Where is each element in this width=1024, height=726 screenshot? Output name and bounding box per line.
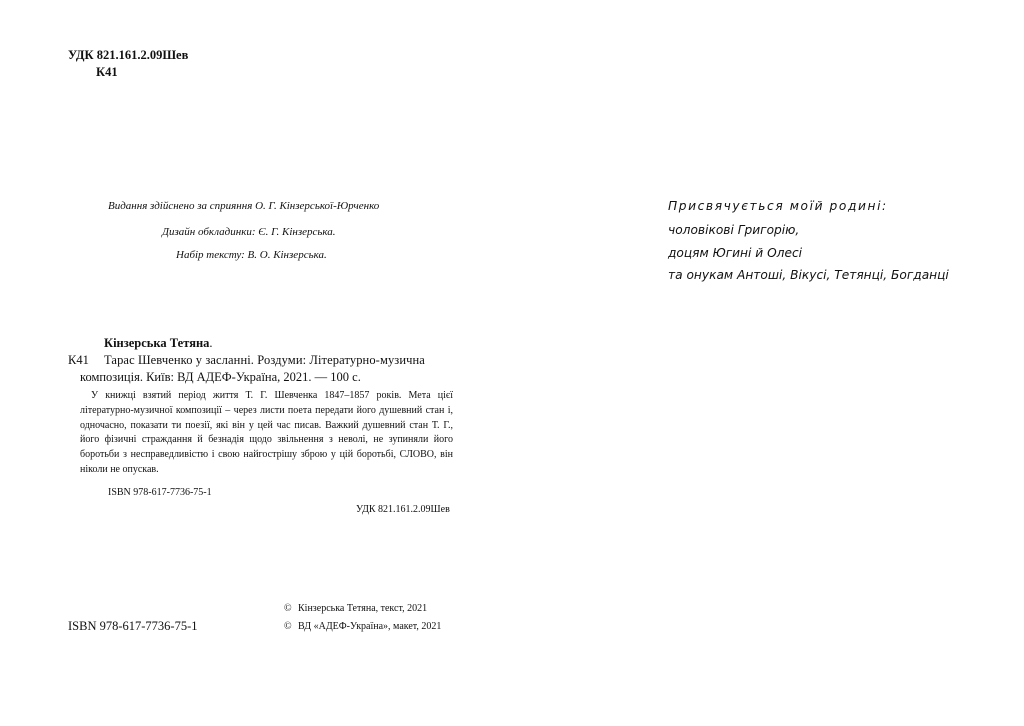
dedication-line: та онукам Антоші, Вікусі, Тетянці, Богданці: [668, 268, 949, 282]
cover-design-credit: Дизайн обкладинки: Є. Г. Кінзерська.: [162, 226, 336, 238]
copyright-text: [284, 603, 427, 615]
copyright-symbol: ©: [284, 603, 292, 614]
catalog-title-line-1: Тарас Шевченко у засланні. Роздуми: Літературно-музична: [104, 353, 425, 367]
author-suffix: .: [209, 336, 213, 350]
dedication-line: чоловікові Григорію,: [668, 223, 800, 237]
catalog-udk: УДК 821.161.2.09Шев: [356, 504, 450, 515]
dedication-heading: Присвячується моїй родині:: [668, 199, 888, 213]
copyright-layout: [284, 621, 441, 633]
copyright-layout-label: ВД «АДЕФ-Україна», макет, 2021: [298, 621, 442, 632]
catalog-index: К41: [68, 353, 89, 367]
footer-isbn: ISBN 978-617-7736-75-1: [68, 619, 198, 633]
typesetting-credit: Набір тексту: В. О. Кінзерська.: [176, 249, 327, 261]
bbk-index: К41: [96, 65, 118, 79]
copyright-symbol: ©: [284, 621, 292, 632]
publication-sponsor: Видання здійснено за сприяння О. Г. Кінзерської-Юрченко: [108, 200, 380, 212]
catalog-title-line-2: композиція. Київ: ВД АДЕФ-Україна, 2021. — 100 с.: [80, 370, 361, 384]
udk-code: УДК 821.161.2.09Шев: [68, 48, 189, 62]
author-name: Кінзерська Тетяна: [104, 336, 210, 350]
catalog-annotation: У книжці взятий період життя Т. Г. Шевченка 1847–1857 років. Мета цієї літературно-музичної композиції – через листи поета передати його душевний стан і, одночасно, показати ти поезії, які він у цей час писав. Важкий душевний стан Т. Г., його фізичні страждання й безнадія щодо звільнення з неволі, не зупиняли його боротьби з несправедливістю і свою найгострішу зброю у цій боротьбі, СЛОВО, він ніколи не опускав.: [80, 390, 453, 475]
catalog-isbn: ISBN 978-617-7736-75-1: [108, 487, 212, 498]
copyright-text-label: Кінзерська Тетяна, текст, 2021: [298, 603, 428, 614]
catalog-author: [104, 336, 213, 351]
dedication-line: доцям Югині й Олесі: [668, 246, 803, 260]
